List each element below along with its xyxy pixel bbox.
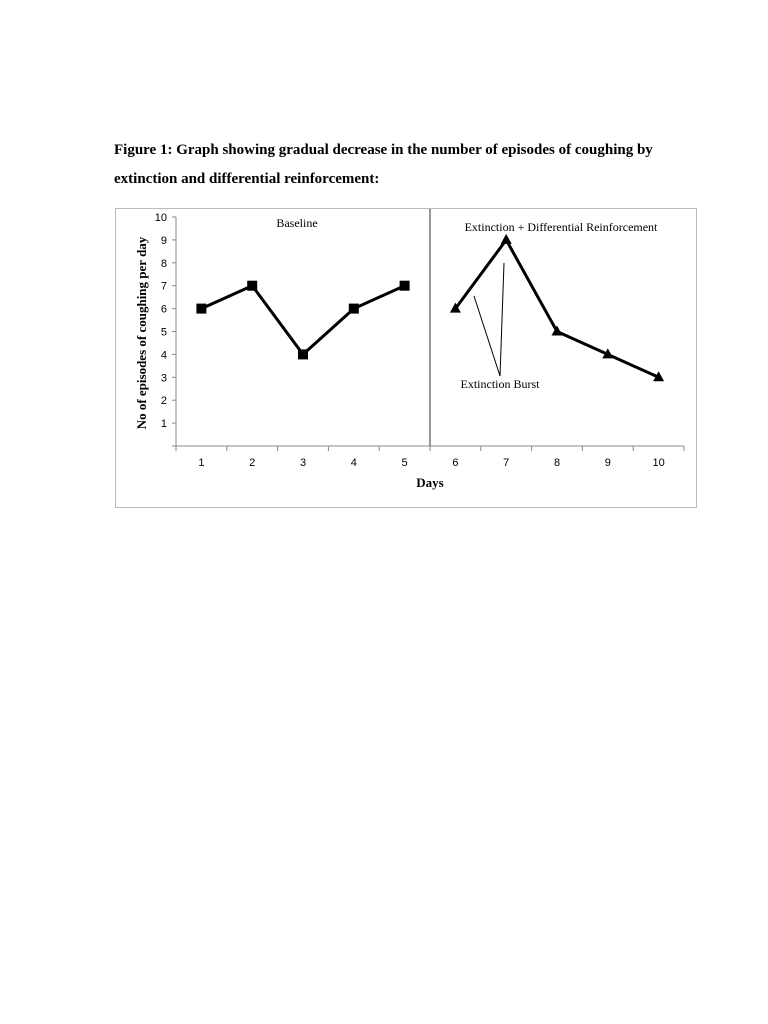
- x-tick-label: 10: [652, 457, 665, 469]
- x-tick-label: 5: [401, 457, 408, 469]
- x-tick-label: 9: [604, 457, 611, 469]
- x-tick-label: 4: [350, 457, 357, 469]
- figure-caption: [114, 136, 714, 194]
- baseline-label: Baseline: [276, 216, 318, 230]
- y-tick-label: 3: [160, 372, 167, 385]
- treatment-label: Extinction + Differential Reinforcement: [464, 220, 658, 234]
- data-point-square: [247, 281, 257, 291]
- x-tick-label: 1: [198, 457, 205, 469]
- x-tick-label: 6: [452, 457, 459, 469]
- burst-label: Extinction Burst: [460, 377, 540, 391]
- y-tick-label: 2: [160, 395, 167, 408]
- caption-line-2: extinction and differential reinforcement:: [114, 171, 380, 187]
- y-axis-label: No of episodes of coughing per day: [134, 236, 149, 430]
- y-tick-label: 9: [160, 234, 167, 247]
- y-tick-label: 1: [160, 418, 167, 431]
- data-point-square: [400, 281, 410, 291]
- x-tick-label: 2: [249, 457, 256, 469]
- x-axis-label: Days: [416, 475, 444, 490]
- caption-line-1: Figure 1: Graph showing gradual decrease in the number of episodes of coughing by: [114, 142, 653, 158]
- x-tick-label: 7: [503, 457, 510, 469]
- x-tick-label: 3: [299, 457, 307, 469]
- y-tick-label: 4: [160, 349, 167, 362]
- data-point-square: [298, 349, 308, 359]
- chart-container: [115, 208, 697, 508]
- data-point-square: [349, 304, 359, 314]
- y-tick-label: 5: [160, 326, 167, 339]
- x-tick-label: 8: [553, 457, 561, 469]
- data-point-square: [196, 304, 206, 314]
- y-tick-label: 10: [154, 212, 167, 224]
- y-tick-label: 8: [160, 257, 167, 270]
- y-tick-label: 7: [160, 280, 167, 293]
- y-tick-label: 6: [160, 303, 167, 316]
- chart-svg: [115, 208, 697, 508]
